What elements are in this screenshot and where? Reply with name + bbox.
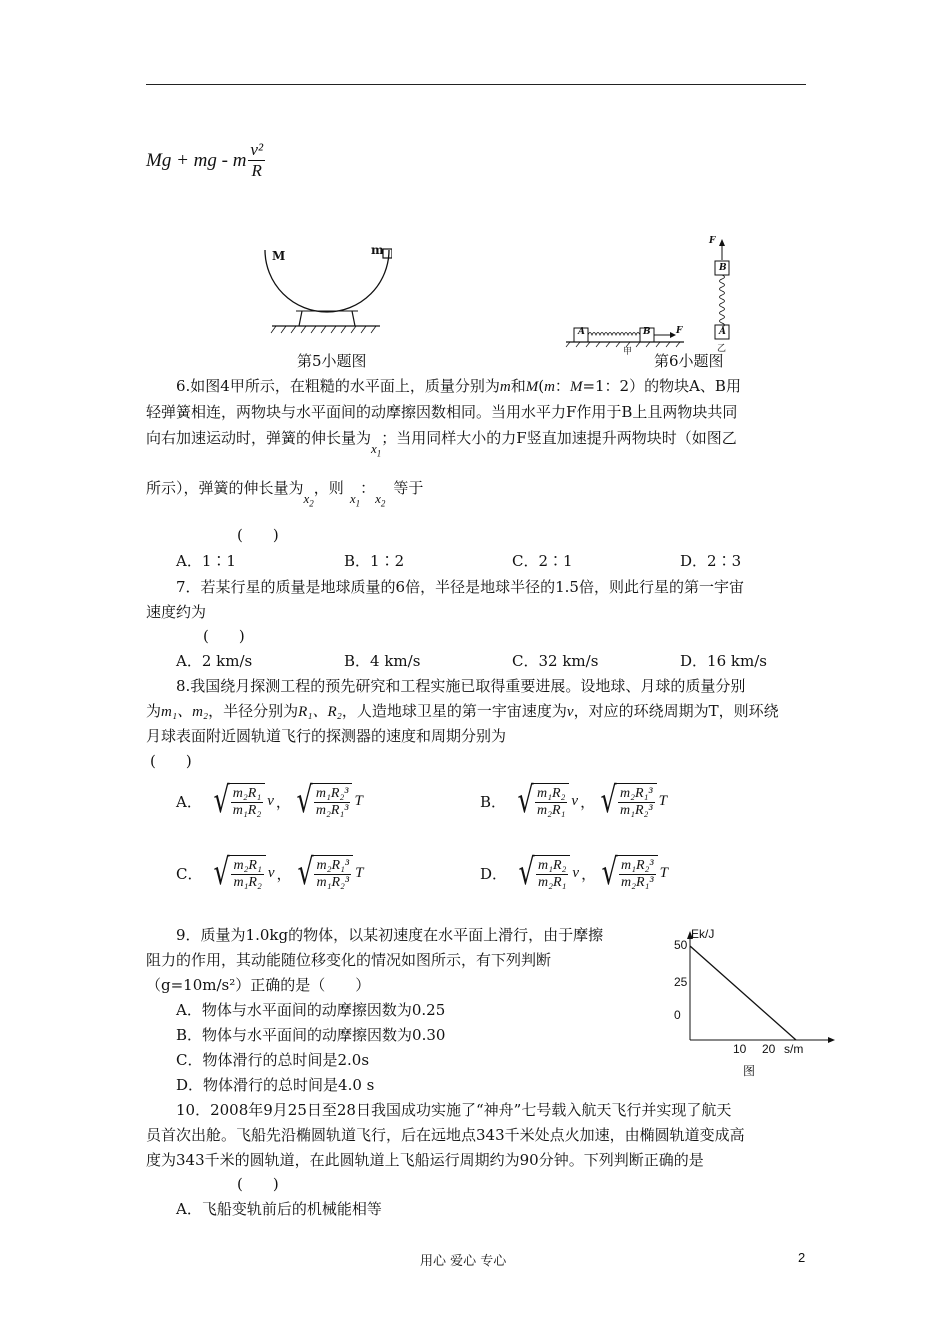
fig6-label-A-top: A bbox=[719, 327, 726, 337]
q8-line3: 月球表面附近圆轨道飞行的探测器的速度和周期分别为 bbox=[146, 727, 507, 745]
q8-line2b: ，半径分别为 bbox=[208, 702, 299, 720]
q6-line4a: 所示），弹簧的伸长量为 bbox=[146, 479, 304, 497]
q6-ratio-m: m bbox=[544, 379, 555, 395]
q7-paren: ( ) bbox=[203, 627, 245, 645]
q8-b-f1n: m₁R₂ bbox=[536, 786, 566, 801]
q6-line1-text: 6.如图4甲所示，在粗糙的水平面上，质量分别为 bbox=[176, 377, 500, 395]
fig6-label-A: A bbox=[578, 327, 585, 337]
q9-option-a: A．物体与水平面间的动摩擦因数为0.25 bbox=[176, 1001, 446, 1019]
q10-line1: 10．2008年9月25日至28日我国成功实施了“神舟”七号载入航天飞行并实现了航天 bbox=[176, 1101, 732, 1119]
q8-b-comma: ， bbox=[580, 792, 596, 811]
q8-a-sqrt2: √ $\frac{\text{m₁R₂³}}{\text{m₂R₁³}}$ bbox=[293, 783, 353, 819]
q6-line4 bbox=[146, 478, 424, 509]
top-formula bbox=[146, 140, 265, 181]
q8-r1r2: R₁、R₂ bbox=[298, 704, 342, 720]
q8-d-sqrt1: √ $\frac{\text{m₁R₂}}{\text{m₂R₁}}$ bbox=[515, 855, 570, 891]
q8-c-sqrt2: √ $\frac{\text{m₂R₁³}}{\text{m₁R₂³}}$ bbox=[294, 855, 354, 891]
q6-ratio-M: M bbox=[569, 379, 583, 395]
formula-fraction bbox=[248, 140, 265, 181]
q8-a-f1d: m₁R₂ bbox=[232, 803, 262, 818]
q8-line2 bbox=[146, 701, 779, 722]
fig6-caption: 第6小题图 bbox=[654, 352, 724, 370]
q6-x1b-sub: 1 bbox=[355, 498, 361, 509]
q8-d-f1d: m₂R₁ bbox=[537, 875, 567, 890]
q6-x1-b bbox=[349, 491, 361, 509]
q6-x2-base: x bbox=[303, 491, 310, 506]
graph-x-tick-20: 20 bbox=[762, 1042, 776, 1056]
q6-line3 bbox=[146, 428, 737, 459]
q8-c-f1d: m₁R₂ bbox=[233, 875, 262, 890]
fig6-label-F-top: F bbox=[709, 236, 716, 246]
q8-option-d bbox=[480, 852, 668, 893]
graph-x-tick-10: 10 bbox=[733, 1042, 747, 1056]
q6-ratio-colon: ： bbox=[554, 377, 570, 395]
q8-d-f2n: m₁R₂³ bbox=[621, 858, 654, 873]
graph-x-unit: s/m bbox=[784, 1042, 804, 1056]
q6-option-a: A．1∶1 bbox=[176, 552, 236, 570]
q6-x1 bbox=[371, 441, 382, 459]
graph-y-tick-0: 0 bbox=[674, 1008, 681, 1022]
q8-d-f1n: m₁R₂ bbox=[537, 858, 567, 873]
q6-x2b-sub: 2 bbox=[380, 498, 386, 509]
page-number: 2 bbox=[798, 1250, 806, 1265]
q9-option-c: C．物体滑行的总时间是2.0s bbox=[176, 1051, 370, 1069]
q8-d-t: T bbox=[659, 864, 668, 881]
q6-line2: 轻弹簧相连，两物块与水平面间的动摩擦因数相同。当用水平力F作用于B上且两物块共同 bbox=[146, 403, 738, 421]
q8-b-t: T bbox=[658, 792, 667, 809]
fig5-caption: 第5小题图 bbox=[297, 352, 367, 370]
q8-a-sqrt1: √ $\frac{\text{m₂R₁}}{\text{m₁R₂}}$ bbox=[210, 783, 265, 819]
q9-line3: （g=10m/s²）正确的是（ ） bbox=[146, 976, 371, 994]
graph-caption: 图 bbox=[743, 1064, 756, 1078]
q8-c-f1n: m₂R₁ bbox=[233, 858, 262, 873]
q8-d-v: v bbox=[572, 864, 580, 881]
q6-line4c: ： bbox=[360, 479, 376, 497]
fig6-label-F: F bbox=[676, 326, 683, 336]
q8-a-v: v bbox=[267, 792, 274, 809]
q8-c-sqrt1: √ $\frac{\text{m₂R₁}}{\text{m₁R₂}}$ bbox=[210, 855, 265, 891]
q9-option-d: D．物体滑行的总时间是4.0 s bbox=[176, 1076, 375, 1094]
q6-x1-sub: 1 bbox=[376, 448, 382, 459]
q6-x2-sub: 2 bbox=[309, 498, 314, 509]
q6-line4d: 等于 bbox=[393, 479, 424, 497]
q8-b-sqrt1: √ $\frac{\text{m₁R₂}}{\text{m₂R₁}}$ bbox=[514, 783, 569, 819]
q6-option-d: D．2∶3 bbox=[680, 552, 742, 570]
q8-b-label: B． bbox=[480, 792, 507, 811]
q8-option-c bbox=[176, 852, 364, 893]
q6-x1b-base: x bbox=[349, 491, 356, 506]
q6-option-b: B．1∶2 bbox=[344, 552, 405, 570]
fig5-label-M: M bbox=[272, 249, 286, 263]
fig6-label-B-top: B bbox=[719, 263, 727, 273]
q7-option-c: C．32 km/s bbox=[512, 652, 599, 670]
q8-option-a bbox=[176, 780, 363, 821]
q8-a-f2n: m₁R₂³ bbox=[315, 786, 349, 801]
q8-c-f2d: m₁R₂³ bbox=[316, 875, 350, 890]
graph-y-label: Ek/J bbox=[691, 927, 715, 941]
q10-option-a: A．飞船变轨前后的机械能相等 bbox=[176, 1200, 382, 1218]
q8-b-f2n: m₂R₁³ bbox=[620, 786, 653, 801]
q6-x2b-base: x bbox=[375, 491, 381, 506]
q6-line1 bbox=[176, 376, 741, 397]
q6-x1-base: x bbox=[371, 441, 377, 456]
q6-and: 和 bbox=[510, 377, 526, 395]
fig6-label-jia: 甲 bbox=[623, 347, 633, 357]
q8-line2a: 为 bbox=[146, 702, 162, 720]
q8-a-label: A． bbox=[176, 792, 202, 811]
q7-line2: 速度约为 bbox=[146, 603, 207, 621]
q8-d-sqrt2: √ $\frac{\text{m₁R₂³}}{\text{m₂R₁³}}$ bbox=[598, 855, 658, 891]
footer-text: 用心 爱心 专心 bbox=[420, 1254, 507, 1269]
graph-y-tick-25: 25 bbox=[674, 975, 688, 989]
q8-v: v bbox=[566, 704, 574, 720]
q9-line2: 阻力的作用，其动能随位移变化的情况如图所示，有下列判断 bbox=[146, 951, 552, 969]
ek-line bbox=[690, 946, 796, 1040]
formula-num: v² bbox=[250, 140, 264, 159]
q8-line2d: ，对应的环绕周期为T，则环绕 bbox=[573, 702, 779, 720]
q10-paren: ( ) bbox=[237, 1175, 279, 1193]
q6-x2-b bbox=[375, 491, 386, 509]
q8-c-label: C． bbox=[176, 864, 203, 883]
q8-c-comma: ， bbox=[276, 864, 292, 883]
q6-option-c: C．2∶1 bbox=[512, 552, 573, 570]
q10-line2: 员首次出舱。飞船先沿椭圆轨道飞行，后在远地点343千米处点火加速，由椭圆轨道变成高 bbox=[146, 1126, 745, 1144]
formula-den: R bbox=[251, 161, 262, 180]
q8-d-f2d: m₂R₁³ bbox=[621, 875, 654, 890]
header-rule bbox=[146, 84, 806, 85]
q8-paren: ( ) bbox=[150, 752, 192, 770]
q8-a-comma: ， bbox=[275, 792, 291, 811]
q8-d-label: D． bbox=[480, 864, 508, 883]
q8-a-f1n: m₂R₁ bbox=[232, 786, 262, 801]
q6-x2 bbox=[303, 491, 314, 509]
q6-m: m bbox=[499, 379, 511, 395]
q8-line2c: ，人造地球卫星的第一宇宙速度为 bbox=[341, 702, 567, 720]
q7-option-b: B．4 km/s bbox=[344, 652, 421, 670]
q8-a-t: T bbox=[354, 792, 363, 809]
q8-b-v: v bbox=[571, 792, 579, 809]
q6-M: M bbox=[525, 379, 539, 395]
q8-line1: 8.我国绕月探测工程的预先研究和工程实施已取得重要进展。设地球、月球的质量分别 bbox=[176, 677, 746, 695]
q10-line3: 度为343千米的圆轨道，在此圆轨道上飞船运行周期约为90分钟。下列判断正确的是 bbox=[146, 1151, 704, 1169]
q8-c-f2n: m₂R₁³ bbox=[316, 858, 350, 873]
q6-line3a: 向右加速运动时，弹簧的伸长量为 bbox=[146, 429, 372, 447]
fig6-label-yi: 乙 bbox=[717, 344, 727, 354]
q6-ratio-rest: =1：2）的物块A、B用 bbox=[582, 377, 741, 395]
q6-ratio-open: ( bbox=[538, 377, 545, 395]
q8-b-f2d: m₁R₂³ bbox=[620, 803, 653, 818]
fig6-label-B: B bbox=[643, 327, 651, 337]
q6-line3b: ；当用同样大小的力F竖直加速提升两物块时（如图乙 bbox=[381, 429, 737, 447]
q8-c-v: v bbox=[267, 864, 275, 881]
graph-x-arrow bbox=[828, 1037, 835, 1043]
figure-6-springs bbox=[562, 236, 742, 356]
graph-y-tick-50: 50 bbox=[674, 938, 688, 952]
q8-option-b bbox=[480, 780, 667, 821]
formula-lhs: Mg + mg - m bbox=[146, 149, 247, 171]
q6-paren: ( ) bbox=[237, 526, 279, 544]
q7-option-a: A．2 km/s bbox=[176, 652, 253, 670]
fig5-label-m: m bbox=[371, 243, 384, 257]
q8-b-f1d: m₂R₁ bbox=[536, 803, 566, 818]
q8-a-f2d: m₂R₁³ bbox=[315, 803, 349, 818]
q6-line4b: ，则 bbox=[313, 479, 344, 497]
q9-line1: 9．质量为1.0kg的物体，以某初速度在水平面上滑行，由于摩擦 bbox=[176, 926, 604, 944]
q7-line1: 7．若某行星的质量是地球质量的6倍，半径是地球半径的1.5倍，则此行星的第一宇宙 bbox=[176, 578, 744, 596]
q8-m1m2: m₁、m₂ bbox=[161, 704, 209, 720]
q8-b-sqrt2: √ $\frac{\text{m₂R₁³}}{\text{m₁R₂³}}$ bbox=[597, 783, 657, 819]
q9-option-b: B．物体与水平面间的动摩擦因数为0.30 bbox=[176, 1026, 446, 1044]
q7-option-d: D．16 km/s bbox=[680, 652, 767, 670]
q8-c-t: T bbox=[355, 864, 364, 881]
q8-d-comma: ， bbox=[581, 864, 597, 883]
